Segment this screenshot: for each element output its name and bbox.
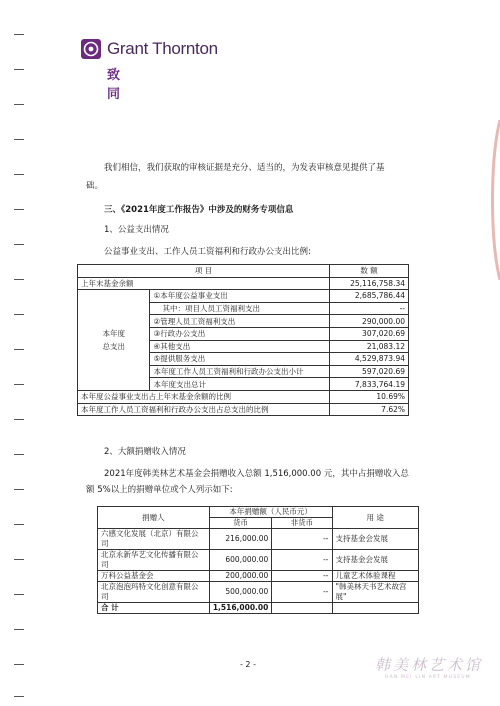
margin-mark: [14, 174, 24, 175]
margin-mark: [14, 594, 24, 595]
margin-mark: [14, 314, 24, 315]
table-row: [98, 582, 419, 603]
donor-name: 北京永新华艺文化传播有限公司: [98, 550, 210, 571]
noncash-amount: --: [272, 529, 332, 550]
margin-mark: [14, 34, 24, 35]
table-row: [78, 390, 409, 403]
row-label: ④其他支出: [150, 340, 330, 353]
row-amount: 10.69%: [330, 390, 409, 403]
margin-mark: [14, 349, 24, 350]
total-use: [332, 603, 419, 614]
major-donations-table: [97, 506, 419, 614]
margin-mark: [14, 664, 24, 665]
column-header-donor: 捐赠人: [98, 507, 210, 529]
margin-mark: [14, 209, 24, 210]
paragraph-line: 础。: [86, 181, 104, 191]
public-welfare-expense-table: [77, 264, 409, 416]
watermark-en: HAN MEI LIN ART MUSEUM: [385, 675, 471, 680]
table-row: [78, 403, 409, 416]
table-row: [78, 290, 409, 303]
subsection-heading: 1、公益支出情况: [104, 225, 169, 235]
row-amount: 7,833,764.19: [330, 378, 409, 391]
margin-mark: [14, 139, 24, 140]
donation-use: 支持基金会发展: [332, 550, 419, 571]
row-label: ①本年度公益事业支出: [150, 290, 330, 303]
brand-name: Grant Thornton: [107, 39, 218, 58]
margin-mark: [14, 104, 24, 105]
noncash-amount: --: [272, 550, 332, 571]
column-header-cash: 货币: [209, 518, 272, 529]
column-header-amount: 数 额: [330, 265, 409, 278]
paragraph-line: 额 5%以上的捐赠单位或个人列示如下:: [86, 485, 233, 495]
margin-mark: [14, 559, 24, 560]
row-label: 上年末基金余额: [78, 277, 330, 290]
row-label: ③行政办公支出: [150, 327, 330, 340]
row-label: 本年度工作人员工资福利和行政办公支出占总支出的比例: [78, 403, 330, 416]
margin-mark: [14, 244, 24, 245]
row-label: ⑤提供服务支出: [150, 353, 330, 366]
table-row: [98, 550, 419, 571]
row-amount: 290,000.00: [330, 315, 409, 328]
row-amount: 4,529,873.94: [330, 353, 409, 366]
section-heading: 三、《2021年度工作报告》中涉及的财务专项信息: [104, 205, 294, 215]
table-intro: 公益事业支出、工作人员工资福利和行政办公支出比例:: [104, 247, 311, 257]
group-label: [78, 290, 150, 391]
margin-mark: [14, 419, 24, 420]
cash-amount: 216,000.00: [209, 529, 272, 550]
total-label: 合 计: [98, 603, 210, 614]
total-cash: 1,516,000.00: [209, 603, 272, 614]
cash-amount: 200,000.00: [209, 571, 272, 582]
margin-mark: [14, 69, 24, 70]
group-label-line: 总支出: [102, 342, 125, 352]
row-amount: 307,020.69: [330, 327, 409, 340]
page-number: - 2 -: [240, 660, 256, 669]
row-label: 本年度工作人员工资福利和行政办公支出小计: [150, 365, 330, 378]
margin-mark: [14, 384, 24, 385]
column-header-noncash: 非货币: [272, 518, 332, 529]
row-amount: 7.62%: [330, 403, 409, 416]
group-label-line: 本年度: [102, 329, 125, 339]
row-label: 本年度公益事业支出占上年末基金余额的比例: [78, 390, 330, 403]
table-row-total: [98, 603, 419, 614]
subsection-heading: 2、大额捐赠收入情况: [104, 447, 186, 457]
column-header-use: 用 途: [332, 507, 419, 529]
row-label: ②管理人员工资福利支出: [150, 315, 330, 328]
column-header-item: 项 目: [78, 265, 330, 278]
grant-thornton-logo-icon: [80, 38, 102, 60]
donor-name: 六感文化发展（北京）有限公司: [98, 529, 210, 550]
donation-use: "韩美林天书艺术故宫展": [332, 582, 419, 603]
row-amount: 21,083.12: [330, 340, 409, 353]
row-label: 其中：项目人员工资福利支出: [150, 302, 330, 315]
paragraph-line: 我们相信，我们获取的审核证据是充分、适当的，为发表审核意见提供了基: [104, 163, 385, 173]
column-header-amount: 本年捐赠额（人民币元）: [209, 507, 332, 518]
brand-name-cn: 致同: [107, 68, 123, 102]
noncash-amount: --: [272, 582, 332, 603]
donation-use: 支持基金会发展: [332, 529, 419, 550]
cash-amount: 500,000.00: [209, 582, 272, 603]
margin-mark: [14, 489, 24, 490]
margin-mark: [14, 629, 24, 630]
margin-mark: [14, 279, 24, 280]
row-label: 本年度支出总计: [150, 378, 330, 391]
total-noncash: [272, 603, 332, 614]
donor-name: 北京泡泡玛特文化创意有限公司: [98, 582, 210, 603]
noncash-amount: --: [272, 571, 332, 582]
cash-amount: 600,000.00: [209, 550, 272, 571]
museum-watermark: [375, 654, 483, 680]
paragraph-line: 2021年度韩美林艺术基金会捐赠收入总额 1,516,000.00 元，其中占捐赠收入总: [104, 469, 409, 479]
margin-mark: [14, 454, 24, 455]
table-row: [98, 529, 419, 550]
margin-mark: [14, 696, 24, 697]
row-amount: 597,020.69: [330, 365, 409, 378]
table-row: [98, 571, 419, 582]
donor-name: 万科公益基金会: [98, 571, 210, 582]
seal-stamp-edge: [488, 120, 500, 280]
watermark-cn: 韩美林艺术馆: [375, 656, 484, 674]
table-row: [78, 277, 409, 290]
row-amount: --: [330, 302, 409, 315]
row-amount: 25,116,758.34: [330, 277, 409, 290]
margin-mark: [14, 524, 24, 525]
donation-use: 儿童艺术体验课程: [332, 571, 419, 582]
row-amount: 2,685,786.44: [330, 290, 409, 303]
